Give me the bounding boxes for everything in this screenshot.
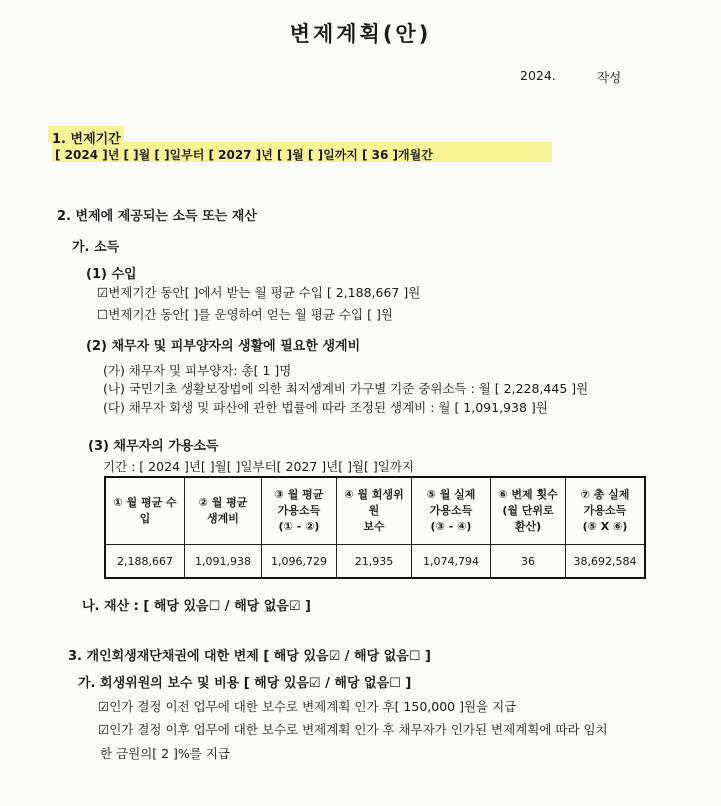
trustee-fee-heading: 가. 회생위원의 보수 및 비용 [ 해당 있음☑ / 해당 없음☐ ]: [78, 676, 412, 691]
section-1-heading: 1. 변제기간: [52, 132, 121, 147]
value-living-cost: 1,091,938: [185, 545, 262, 579]
table-header-row: [105, 477, 645, 545]
header-actual-income: ⑤ 월 실제 가용소득 (③ - ④): [412, 477, 491, 545]
revenue-option-salary: ☑변제기간 동안[ ]에서 받는 월 평균 수입 [ 2,188,667 ]원: [97, 285, 421, 300]
value-trustee-fee: 21,935: [337, 545, 412, 579]
header-monthly-income: ① 월 평균 수입: [105, 477, 185, 545]
value-total-income: 38,692,584: [566, 545, 646, 579]
assets-line: 나. 재산 : [ 해당 있음☐ / 해당 없음☑ ]: [82, 599, 311, 614]
header-trustee-fee: ④ 월 회생위원 보수: [337, 477, 412, 545]
section-2-heading: 2. 변제에 제공되는 소득 또는 재산: [57, 209, 257, 224]
header-living-cost: ② 월 평균 생계비: [185, 477, 262, 545]
revenue-option-business: ☐변제기간 동안[ ]를 운영하여 얻는 월 평균 수입 [ ]원: [97, 307, 393, 322]
trustee-fee-item-after-cont: 한 금원의[ 2 ]%를 지급: [100, 746, 231, 761]
header-payment-count: ⑥ 변제 횟수 (월 단위로 환산): [491, 477, 566, 545]
value-available-income: 1,096,729: [262, 545, 337, 579]
table-row: [105, 545, 645, 579]
available-income-period: 기간 : [ 2024 ]년[ ]월[ ]일부터[ 2027 ]년[ ]월[ ]일까지: [103, 459, 414, 474]
living-cost-heading: (2) 채무자 및 피부양자의 생활에 필요한 생계비: [86, 339, 361, 354]
date-suffix: 작성: [597, 70, 622, 85]
available-income-heading: (3) 채무자의 가용소득: [88, 439, 219, 454]
value-monthly-income: 2,188,667: [105, 545, 185, 579]
document-title: 변제계획(안): [289, 22, 432, 46]
dependents-count: (가) 채무자 및 피부양자: 총[ 1 ]명: [103, 363, 292, 378]
repayment-table: [104, 476, 646, 579]
repayment-period-line: [ 2024 ]년 [ ]월 [ ]일부터 [ 2027 ]년 [ ]월 [ ]일까지 [ 36 ]개월간: [55, 148, 433, 162]
trustee-fee-item-before: ☑인가 결정 이전 업무에 대한 보수로 변제계획 인가 후[ 150,000 ]원을 지급: [98, 699, 517, 714]
value-actual-income: 1,074,794: [412, 545, 491, 579]
section-3-heading: 3. 개인회생재단채권에 대한 변제 [ 해당 있음☑ / 해당 없음☐ ]: [68, 649, 431, 664]
header-total-income: ⑦ 총 실제 가용소득 (⑤ X ⑥): [566, 477, 646, 545]
revenue-heading: (1) 수입: [86, 267, 137, 282]
trustee-fee-item-after: ☑인가 결정 이후 업무에 대한 보수로 변제계획 인가 후 채무자가 인가된 변제계획에 따라 임치: [98, 722, 608, 737]
value-payment-count: 36: [491, 545, 566, 579]
date-year: 2024.: [520, 68, 556, 83]
median-income-line: (나) 국민기초 생활보장법에 의한 최저생계비 가구별 기준 중위소득 : 월 [ 2,228,445 ]원: [103, 381, 589, 396]
adjusted-living-cost-line: (다) 채무자 회생 및 파산에 관한 법률에 따라 조정된 생계비 : 월 [ 1,091,938 ]원: [103, 400, 548, 415]
income-heading: 가. 소득: [72, 240, 120, 255]
header-available-income: ③ 월 평균 가용소득 (① - ②): [262, 477, 337, 545]
